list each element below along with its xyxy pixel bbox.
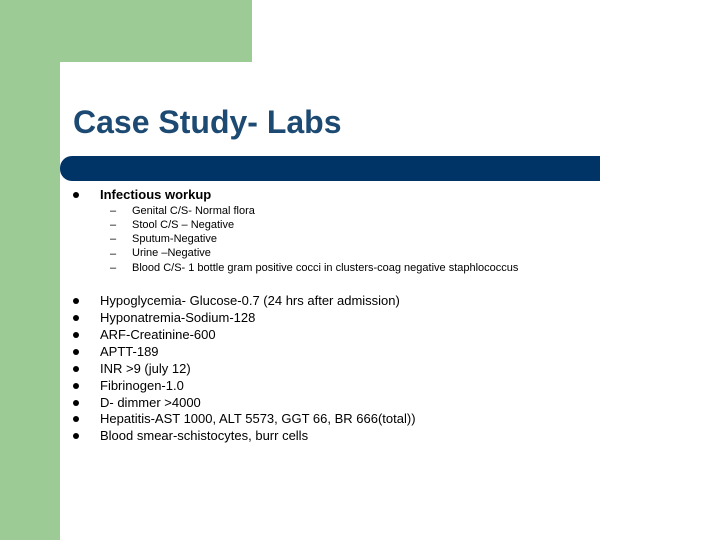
dash-icon: – [110, 205, 117, 217]
lab-item: Fibrinogen-1.0 [100, 378, 184, 393]
bullet-icon [73, 298, 79, 304]
infectious-heading: Infectious workup [100, 187, 212, 202]
lab-item: D- dimmer >4000 [100, 395, 201, 410]
dash-icon: – [110, 248, 117, 260]
bullet-icon [73, 433, 79, 439]
dash-icon: – [110, 219, 117, 231]
bullet-icon [73, 416, 79, 422]
dash-icon: – [110, 233, 117, 245]
lab-item: INR >9 (july 12) [100, 361, 191, 376]
dash-icon: – [110, 262, 117, 274]
slide-title: Case Study- Labs [73, 104, 342, 140]
lab-item: APTT-189 [100, 344, 159, 359]
bullet-icon [73, 400, 79, 406]
lab-item: Hypoglycemia- Glucose-0.7 (24 hrs after admission) [100, 293, 400, 308]
infectious-item: Sputum-Negative [132, 233, 217, 245]
bullet-icon [73, 349, 79, 355]
bullet-icon [73, 366, 79, 372]
title-underline-bar [60, 156, 600, 181]
infectious-item: Genital C/S- Normal flora [132, 205, 255, 217]
bullet-icon [73, 315, 79, 321]
green-accent-left [0, 0, 60, 540]
lab-item: ARF-Creatinine-600 [100, 327, 216, 342]
bullet-icon [73, 332, 79, 338]
infectious-item: Blood C/S- 1 bottle gram positive cocci in clusters-coag negative staphlococcus [132, 262, 519, 274]
infectious-item: Stool C/S – Negative [132, 219, 235, 231]
lab-item: Hyponatremia-Sodium-128 [100, 310, 256, 325]
bullet-icon [73, 192, 79, 198]
lab-item: Hepatitis-AST 1000, ALT 5573, GGT 66, BR 666(total)) [100, 411, 416, 426]
lab-item: Blood smear-schistocytes, burr cells [100, 428, 309, 443]
infectious-item: Urine –Negative [132, 247, 211, 259]
bullet-icon [73, 383, 79, 389]
